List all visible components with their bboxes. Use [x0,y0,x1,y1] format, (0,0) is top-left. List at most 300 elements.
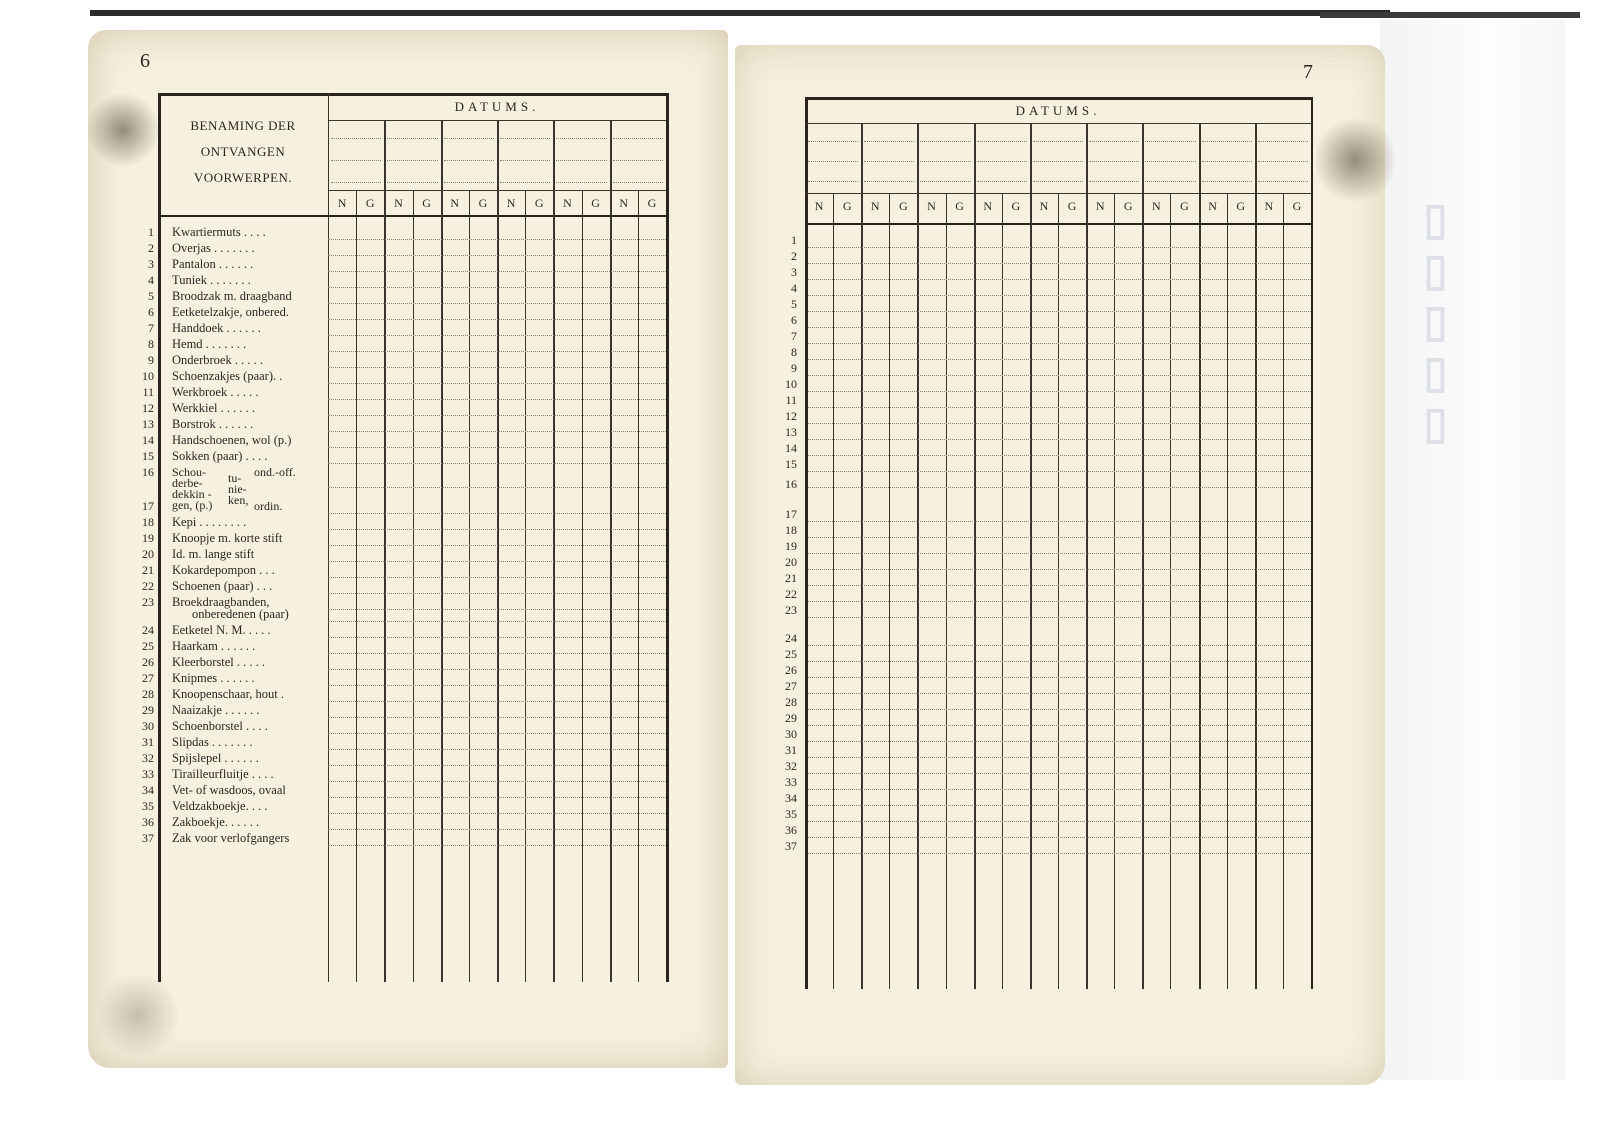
row-number: 2 [791,249,797,263]
row-rule [328,415,666,416]
date-write-line [864,161,914,162]
row-rule [808,617,1311,618]
row-rule [328,335,666,336]
row-number: 31 [785,743,797,757]
date-write-line [556,138,606,139]
row-rule [328,829,666,830]
date-column-divider [553,120,555,982]
row-rule [808,601,1311,602]
ng-label-g: G [647,196,657,210]
item-label-part: derbe- [172,476,203,490]
row-number: 27 [142,671,154,685]
row-rule [328,577,666,578]
row-number: 25 [785,647,797,661]
row-rule [328,487,666,488]
row-rule [808,773,1311,774]
row-rule [808,327,1311,328]
row-rule [328,303,666,304]
row-number: 8 [148,337,154,351]
row-number: 17 [142,499,154,513]
row-number: 6 [148,305,154,319]
ng-subcolumn-divider [356,190,357,982]
row-number: 12 [142,401,154,415]
row-number: 11 [142,385,154,399]
item-label: Kokardepompon . . . [172,563,275,577]
ng-label-g: G [1180,199,1189,213]
item-label-part: gen, (p.) [172,498,213,512]
item-label: Eetketelzakje, onbered. [172,305,289,319]
item-label-part: tu- [228,471,242,485]
row-number: 33 [142,767,154,781]
row-number: 3 [148,257,154,271]
row-rule [328,271,666,272]
date-write-line [864,181,914,182]
date-write-line [864,141,914,142]
row-number: 18 [785,523,797,537]
date-write-line [977,141,1027,142]
left-page [88,30,728,1068]
ng-subcolumn-divider [946,193,947,989]
item-label-part: Schou- [172,465,206,479]
ng-label-n: N [450,196,460,210]
ng-label-n: N [983,199,993,213]
column-title-line: BENAMING DER [190,118,296,133]
row-number: 21 [142,563,154,577]
ng-subcolumn-divider [638,190,639,982]
date-write-line [1145,161,1195,162]
item-label: Knoopenschaar, hout . [172,687,284,701]
row-rule [328,717,666,718]
row-rule [328,287,666,288]
date-write-line [1089,161,1139,162]
row-number: 22 [142,579,154,593]
ng-label-g: G [1067,199,1077,213]
item-label: Borstrok . . . . . . [172,417,254,431]
column-title-line: VOORWERPEN. [193,170,293,185]
ng-subcolumn-divider [833,193,834,989]
dates-table [735,45,1385,1085]
date-write-line [387,160,437,161]
row-number: 28 [142,687,154,701]
item-label: Knoopje m. korte stift [172,531,283,545]
date-write-line [920,141,970,142]
item-label-part: ond.-off. [254,465,296,479]
item-label: Spijslepel . . . . . . [172,751,259,765]
row-rule [808,487,1311,488]
item-label: Id. m. lange stift [172,547,255,561]
row-rule [328,399,666,400]
row-rule [808,853,1311,854]
item-label: Slipdas . . . . . . . [172,735,253,749]
date-write-line [920,181,970,182]
row-number: 5 [791,297,797,311]
date-column-divider [441,120,443,982]
item-label: Onderbroek . . . . . [172,353,263,367]
item-label: Sokken (paar) . . . . [172,449,268,463]
ng-label-g: G [1123,199,1133,213]
row-rule [328,367,666,368]
ng-label-n: N [337,196,347,210]
date-write-line [331,160,381,161]
row-number: 15 [142,449,154,463]
row-number: 17 [785,507,797,521]
item-label: Schoenborstel . . . . [172,719,268,733]
ng-subcolumn-divider [413,190,414,982]
item-label: Werkkiel . . . . . . [172,401,256,415]
ng-subcolumn-divider [1283,193,1284,989]
ng-label-g: G [422,196,431,210]
ng-label-n: N [394,196,403,210]
item-label-part: dekkin - [172,487,212,501]
table-border-left [158,93,161,982]
row-rule [328,733,666,734]
row-rule [808,725,1311,726]
row-rule [328,765,666,766]
row-rule [808,521,1311,522]
ng-label-g: G [365,196,375,210]
row-number: 9 [791,361,797,375]
item-label: Tuniek . . . . . . . [172,273,251,287]
ng-label-n: N [1039,199,1049,213]
date-write-line [808,181,858,182]
date-write-line [556,182,606,183]
date-write-line [331,182,381,183]
date-column-divider [1255,123,1257,989]
date-write-line [444,182,494,183]
item-label-part: ken, [228,493,249,507]
row-number: 28 [785,695,797,709]
row-rule [808,709,1311,710]
row-number: 24 [785,631,797,645]
row-number: 36 [785,823,797,837]
row-rule [328,463,666,464]
row-rule [808,359,1311,360]
dates-header-rule [805,123,1311,124]
ng-label-g: G [1292,199,1302,213]
row-number: 22 [785,587,797,601]
row-number: 23 [785,603,797,617]
ng-subcolumn-divider [1114,193,1115,989]
row-number: 27 [785,679,797,693]
row-rule [808,805,1311,806]
row-number: 23 [142,595,154,609]
date-write-line [1145,181,1195,182]
row-rule [328,669,666,670]
item-label: Schoenzakjes (paar). . [172,369,283,383]
row-rule [328,239,666,240]
date-column-divider [610,120,612,982]
row-rule [808,311,1311,312]
date-write-line [1033,161,1083,162]
row-number: 19 [785,539,797,553]
row-number: 35 [142,799,154,813]
row-number: 34 [785,791,797,805]
row-rule [808,789,1311,790]
table-border-left [805,97,808,989]
table-border-top [158,93,666,96]
date-write-line [1089,181,1139,182]
item-label: Kepi . . . . . . . . [172,515,247,529]
page-number: 7 [1303,61,1313,83]
row-number: 30 [142,719,154,733]
ng-subcolumn-divider [1058,193,1059,989]
row-number: 21 [785,571,797,585]
ng-label-n: N [563,196,572,210]
item-label: Kleerborstel . . . . . [172,655,266,669]
ng-subcolumn-divider [469,190,470,982]
row-rule [808,471,1311,472]
row-number: 7 [791,329,797,343]
item-label: Naaizakje . . . . . . [172,703,260,717]
ng-label-n: N [1208,199,1217,213]
row-rule [808,455,1311,456]
ng-label-n: N [870,199,880,213]
date-write-line [500,138,550,139]
row-rule [808,569,1311,570]
item-label: Vet- of wasdoos, ovaal [172,783,286,797]
row-rule [328,351,666,352]
date-write-line [556,160,606,161]
date-write-line [977,181,1027,182]
row-number: 25 [142,639,154,653]
row-rule [328,845,666,846]
date-write-line [500,160,550,161]
ng-subcolumn-divider [1227,193,1228,989]
ng-label-g: G [842,199,852,213]
row-rule [328,749,666,750]
row-rule [328,637,666,638]
row-number: 29 [785,711,797,725]
date-write-line [444,160,494,161]
ng-label-g: G [478,196,488,210]
bleed-through-stamp: ▯▯▯▯▯ [1411,200,1460,455]
item-label: Haarkam . . . . . . [172,639,256,653]
date-write-line [331,138,381,139]
date-write-line [1202,141,1252,142]
ng-label-n: N [1264,199,1274,213]
row-number: 14 [785,441,797,455]
inventory-table [88,30,728,1068]
ng-label-g: G [899,199,908,213]
row-number: 1 [148,225,154,239]
row-number: 11 [785,393,797,407]
item-label: Overjas . . . . . . . [172,241,255,255]
date-write-line [977,161,1027,162]
row-rule [328,621,666,622]
date-write-line [1258,161,1308,162]
right-page [735,45,1385,1085]
row-rule [328,609,666,610]
row-number: 3 [791,265,797,279]
row-number: 8 [791,345,797,359]
row-number: 1 [791,233,797,247]
item-label: Kwartiermuts . . . . [172,225,266,239]
date-write-line [387,138,437,139]
row-rule [808,661,1311,662]
row-number: 14 [142,433,154,447]
date-write-line [1033,141,1083,142]
column-title-line: ONTVANGEN [200,144,286,159]
row-number: 15 [785,457,797,471]
table-border-right [1311,97,1313,989]
date-write-line [1033,181,1083,182]
date-column-divider [974,123,976,989]
row-number: 32 [785,759,797,773]
row-rule [808,645,1311,646]
date-write-line [1258,181,1308,182]
date-column-divider [1142,123,1144,989]
ng-label-g: G [591,196,600,210]
date-write-line [444,138,494,139]
row-number: 12 [785,409,797,423]
ng-label-g: G [1011,199,1021,213]
row-rule [328,797,666,798]
item-label: Handschoenen, wol (p.) [172,433,292,447]
row-number: 4 [791,281,797,295]
row-number: 19 [142,531,154,545]
item-label: Werkbroek . . . . . [172,385,259,399]
row-rule [328,545,666,546]
row-rule [328,653,666,654]
row-number: 37 [785,839,797,853]
dates-label: DATUMS. [1015,103,1101,118]
row-number: 30 [785,727,797,741]
row-number: 13 [785,425,797,439]
date-column-divider [497,120,499,982]
row-rule [808,279,1311,280]
ng-subcolumn-divider [1170,193,1171,989]
row-rule [328,383,666,384]
row-number: 33 [785,775,797,789]
row-rule [808,375,1311,376]
row-number: 26 [785,663,797,677]
ng-label-n: N [927,199,936,213]
ng-label-g: G [955,199,964,213]
row-number: 24 [142,623,154,637]
row-rule [808,537,1311,538]
row-number: 16 [785,477,797,491]
row-number: 36 [142,815,154,829]
row-number: 20 [785,555,797,569]
row-number: 32 [142,751,154,765]
row-rule [328,781,666,782]
scan-top-edge-right [1320,12,1580,18]
ng-label-n: N [814,199,824,213]
row-rule [808,553,1311,554]
date-write-line [387,182,437,183]
ng-label-n: N [1095,199,1105,213]
row-rule [328,319,666,320]
row-number: 9 [148,353,154,367]
date-column-divider [384,120,386,982]
row-rule [328,447,666,448]
row-rule [808,677,1311,678]
item-label: Broodzak m. draagband [172,289,292,303]
item-label: onberedenen (paar) [192,607,289,621]
row-number: 37 [142,831,154,845]
name-column-divider [328,93,329,982]
row-number: 5 [148,289,154,303]
row-number: 4 [148,273,154,287]
item-label: Handdoek . . . . . . [172,321,261,335]
row-rule [808,423,1311,424]
row-number: 10 [785,377,797,391]
row-rule [328,593,666,594]
ng-subcolumn-divider [1002,193,1003,989]
ng-subcolumn-divider [582,190,583,982]
row-rule [808,741,1311,742]
item-label: Knipmes . . . . . . [172,671,255,685]
row-rule [328,701,666,702]
item-label: Hemd . . . . . . . [172,337,247,351]
page-number: 6 [140,50,150,72]
row-number: 10 [142,369,154,383]
row-rule [808,757,1311,758]
ng-label-n: N [1152,199,1161,213]
row-number: 7 [148,321,154,335]
date-write-line [1202,181,1252,182]
row-rule [328,685,666,686]
ng-subcolumn-divider [525,190,526,982]
ng-subcolumn-divider [889,193,890,989]
row-rule [808,343,1311,344]
scan-top-edge [90,10,1390,16]
date-write-line [500,182,550,183]
row-rule [808,263,1311,264]
ng-label-n: N [619,196,629,210]
item-label: Pantalon . . . . . . [172,257,254,271]
table-border-top [805,97,1311,100]
row-rule [328,431,666,432]
date-column-divider [861,123,863,989]
scan-margin [1380,20,1565,1080]
row-number: 29 [142,703,154,717]
date-write-line [1089,141,1139,142]
row-rule [808,837,1311,838]
row-rule [808,585,1311,586]
item-label-part: nie- [228,482,247,496]
date-column-divider [1030,123,1032,989]
item-label-part: ordin. [254,499,283,513]
row-rule [328,255,666,256]
row-rule [328,813,666,814]
date-write-line [613,160,663,161]
item-label: Zakboekje. . . . . . [172,815,260,829]
table-border-right [666,93,669,982]
date-write-line [613,138,663,139]
row-rule [328,561,666,562]
row-rule [328,513,666,514]
row-number: 26 [142,655,154,669]
date-column-divider [1086,123,1088,989]
ng-label-n: N [506,196,516,210]
row-rule [808,391,1311,392]
date-column-divider [917,123,919,989]
date-write-line [613,182,663,183]
date-write-line [1258,141,1308,142]
row-number: 34 [142,783,154,797]
date-write-line [1145,141,1195,142]
ng-label-g: G [1236,199,1246,213]
date-write-line [808,141,858,142]
item-label: Veldzakboekje. . . . [172,799,268,813]
row-number: 6 [791,313,797,327]
ng-label-g: G [534,196,544,210]
row-rule [808,439,1311,440]
row-rule [328,529,666,530]
item-label: Broekdraagbanden, [172,595,270,609]
date-write-line [920,161,970,162]
